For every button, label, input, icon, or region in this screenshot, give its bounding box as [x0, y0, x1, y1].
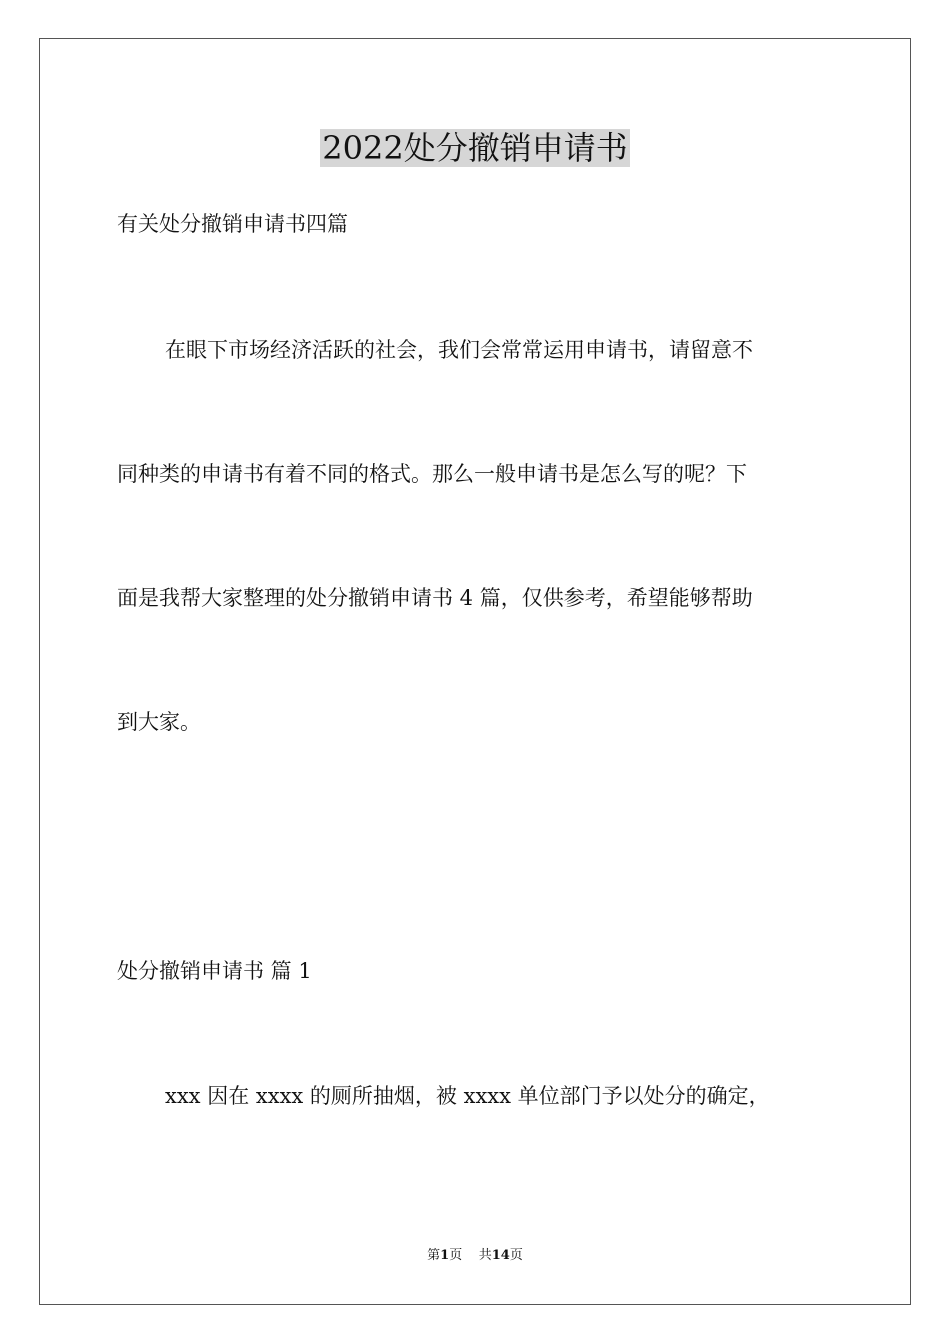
paragraph-line: xxx 因在 xxxx 的厕所抽烟，被 xxxx 单位部门予以处分的确定，: [165, 1084, 770, 1108]
document-title-text: 2022处分撤销申请书: [322, 129, 628, 167]
paragraph-line: 同种类的申请书有着不同的格式。那么一般申请书是怎么写的呢？下: [117, 462, 747, 486]
page-suffix: 页: [449, 1248, 463, 1263]
page-footer: [0, 1247, 950, 1265]
total-suffix: 页: [509, 1248, 523, 1263]
paragraph-line: 在眼下市场经济活跃的社会，我们会常常运用申请书，请留意不: [165, 338, 753, 362]
total-pages: 14: [491, 1248, 510, 1263]
document-subtitle: 有关处分撤销申请书四篇: [117, 212, 348, 236]
page-number: 1: [440, 1248, 450, 1263]
paragraph-line: 面是我帮大家整理的处分撤销申请书 4 篇，仅供参考，希望能够帮助: [117, 586, 753, 610]
page-prefix: 第: [427, 1248, 441, 1263]
section-heading: 处分撤销申请书 篇 1: [117, 959, 312, 983]
total-prefix: 共: [478, 1248, 492, 1263]
document-title: [0, 126, 950, 170]
paragraph-line: 到大家。: [117, 710, 201, 734]
